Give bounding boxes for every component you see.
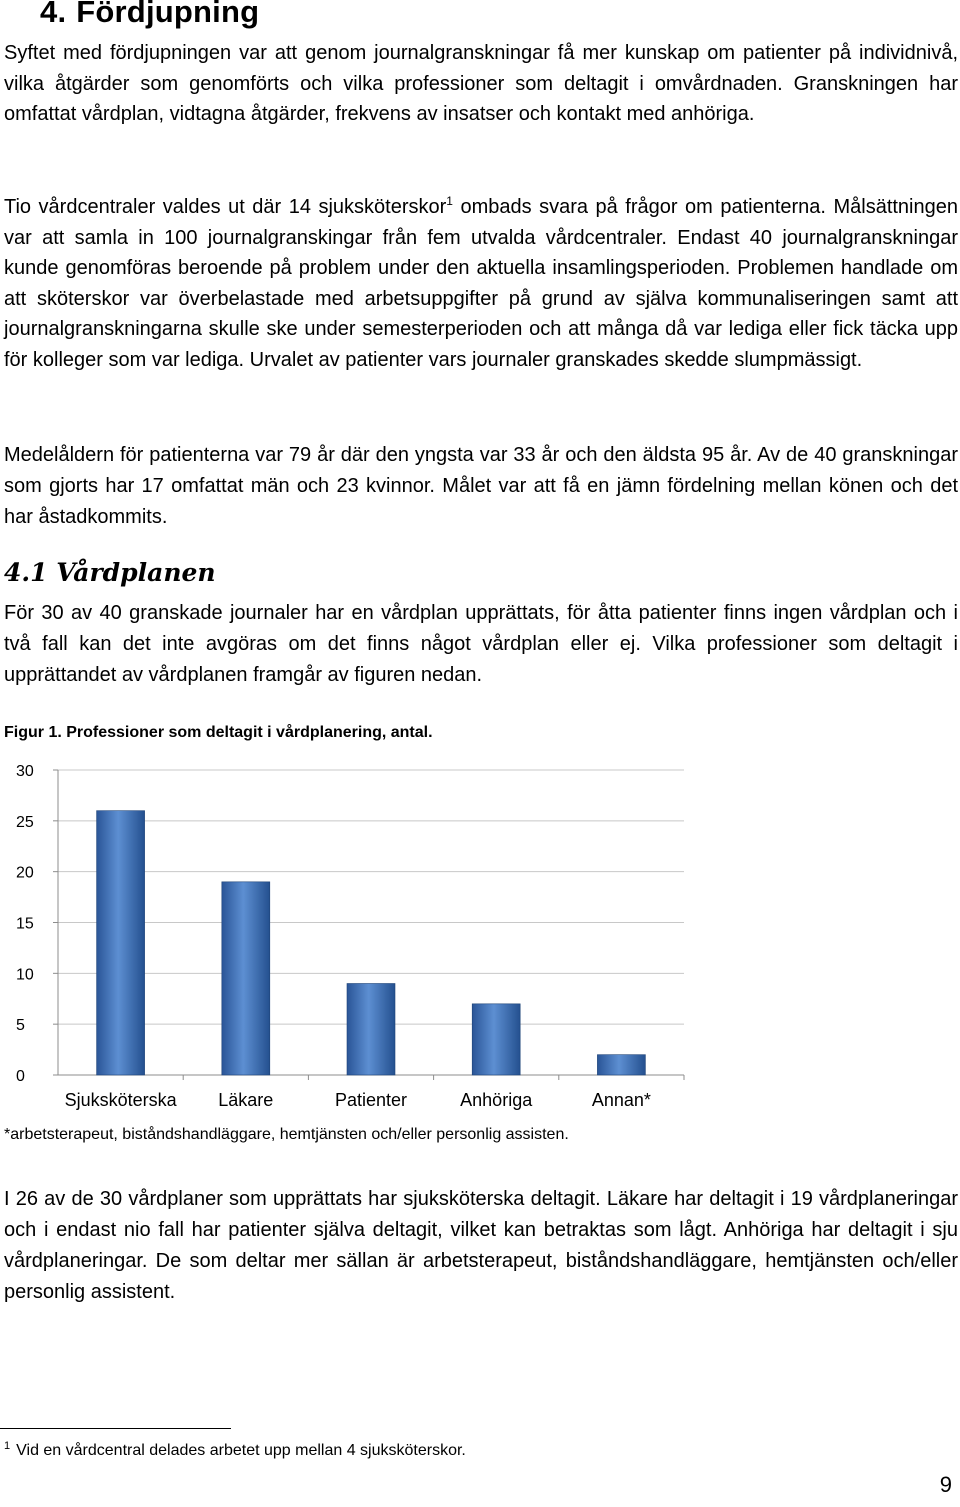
y-tick-label: 30 (16, 763, 34, 780)
paragraph-results: I 26 av de 30 vårdplaner som upprättats har sjuksköterska deltagit. Läkare har deltagit i 19 vårdplaneringar och i endast nio fall har patienter själva deltagit, vilket kan betraktas som lågt. Anhöriga har deltagit i sju vårdplaneringar. De som deltar mer sällan är arbetsterapeut, biståndshandläggare, hemtjänsten och/eller personlig assistent. (4, 1188, 958, 1303)
section-title: Fördjupning (76, 0, 260, 29)
subsection-heading: 4.1 Vårdplanen (4, 558, 216, 587)
paragraph-demographics: Medelåldern för patienterna var 79 år där den yngsta var 33 år och den äldsta 95 år. Av de 40 granskningar som gjorts har 17 omfattat män och 23 kvinnor. Målet var att få en jämn fördelning mellan könen och det har åstadkommits. (4, 444, 958, 528)
x-tick-label: Patienter (334, 1090, 408, 1110)
figure-footnote: *arbetsterapeut, biståndshandläggare, hemtjänsten och/eller personlig assisten. (4, 1126, 569, 1143)
bar (97, 811, 145, 1075)
y-tick-label: 10 (16, 966, 34, 984)
x-tick-label: Sjuksköterska (64, 1090, 177, 1110)
footnote (4, 1440, 466, 1460)
x-tick-label: Annan* (591, 1090, 651, 1110)
figure-caption: Figur 1. Professioner som deltagit i vårdplanering, antal. (4, 724, 433, 741)
paragraph-purpose: Syftet med fördjupningen var att genom journalgranskningar få mer kunskap om patienter på individnivå, vilka åtgärder som genomförts och vilka professioner som deltagit i omvårdnaden. Granskningen har omfattat vårdplan, vidtagna åtgärder, frekvens av insatser och kontakt med anhöriga. (4, 42, 958, 125)
y-axis-ticks (16, 763, 34, 1085)
x-axis-ticks (65, 1090, 651, 1110)
footnote-ref: 1 (446, 194, 453, 208)
y-tick-label: 25 (16, 813, 34, 831)
y-tick-label: 20 (16, 864, 34, 882)
footnote-marker: 1 (4, 1440, 11, 1452)
section-heading (40, 0, 259, 30)
bar (222, 882, 270, 1075)
footnote-text: Vid en vårdcentral delades arbetet upp mellan 4 sjuksköterskor. (16, 1442, 466, 1459)
page-number: 9 (939, 1472, 952, 1497)
paragraph-method-start: Tio vårdcentraler valdes ut där 14 sjuksköterskor (4, 196, 447, 218)
bar (597, 1055, 645, 1075)
bar (472, 1004, 520, 1075)
chart-bars (97, 811, 646, 1075)
x-tick-label: Läkare (218, 1090, 274, 1110)
paragraph-method-rest: ombads svara på frågor om patienterna. Målsättningen var att samla in 100 journalgranskingar från fem utvalda vårdcentraler. Endast 40 journalgranskningar kunde genomföras beroende på problem under den aktuella insamlingsperioden. Problemen handlade om att sköterskor var överbelastade med arbetsuppgifter på grund av själva kommunaliseringen samt att journalgranskningarna skulle ske under semesterperioden och att många då var lediga eller fick täcka upp för kolleger som var lediga. Urvalet av patienter vars journaler granskades skedde slumpmässigt. (4, 196, 958, 371)
y-tick-label: 15 (16, 915, 34, 933)
x-tick-label: Anhöriga (460, 1090, 533, 1110)
footnote-divider (0, 1428, 231, 1429)
bar-chart (0, 750, 700, 1120)
paragraph-method (4, 192, 958, 375)
y-tick-label: 5 (16, 1017, 25, 1035)
y-tick-label: 0 (16, 1068, 25, 1085)
paragraph-care-plan: För 30 av 40 granskade journaler har en vårdplan upprättats, för åtta patienter finns ingen vårdplan och i två fall kan det inte avgöras om det finns något vårdplan eller ej. Vilka professioner som deltagit i upprättandet av vårdplanen framgår av figuren nedan. (4, 602, 958, 686)
section-number: 4. (40, 0, 67, 29)
bar (347, 984, 395, 1076)
